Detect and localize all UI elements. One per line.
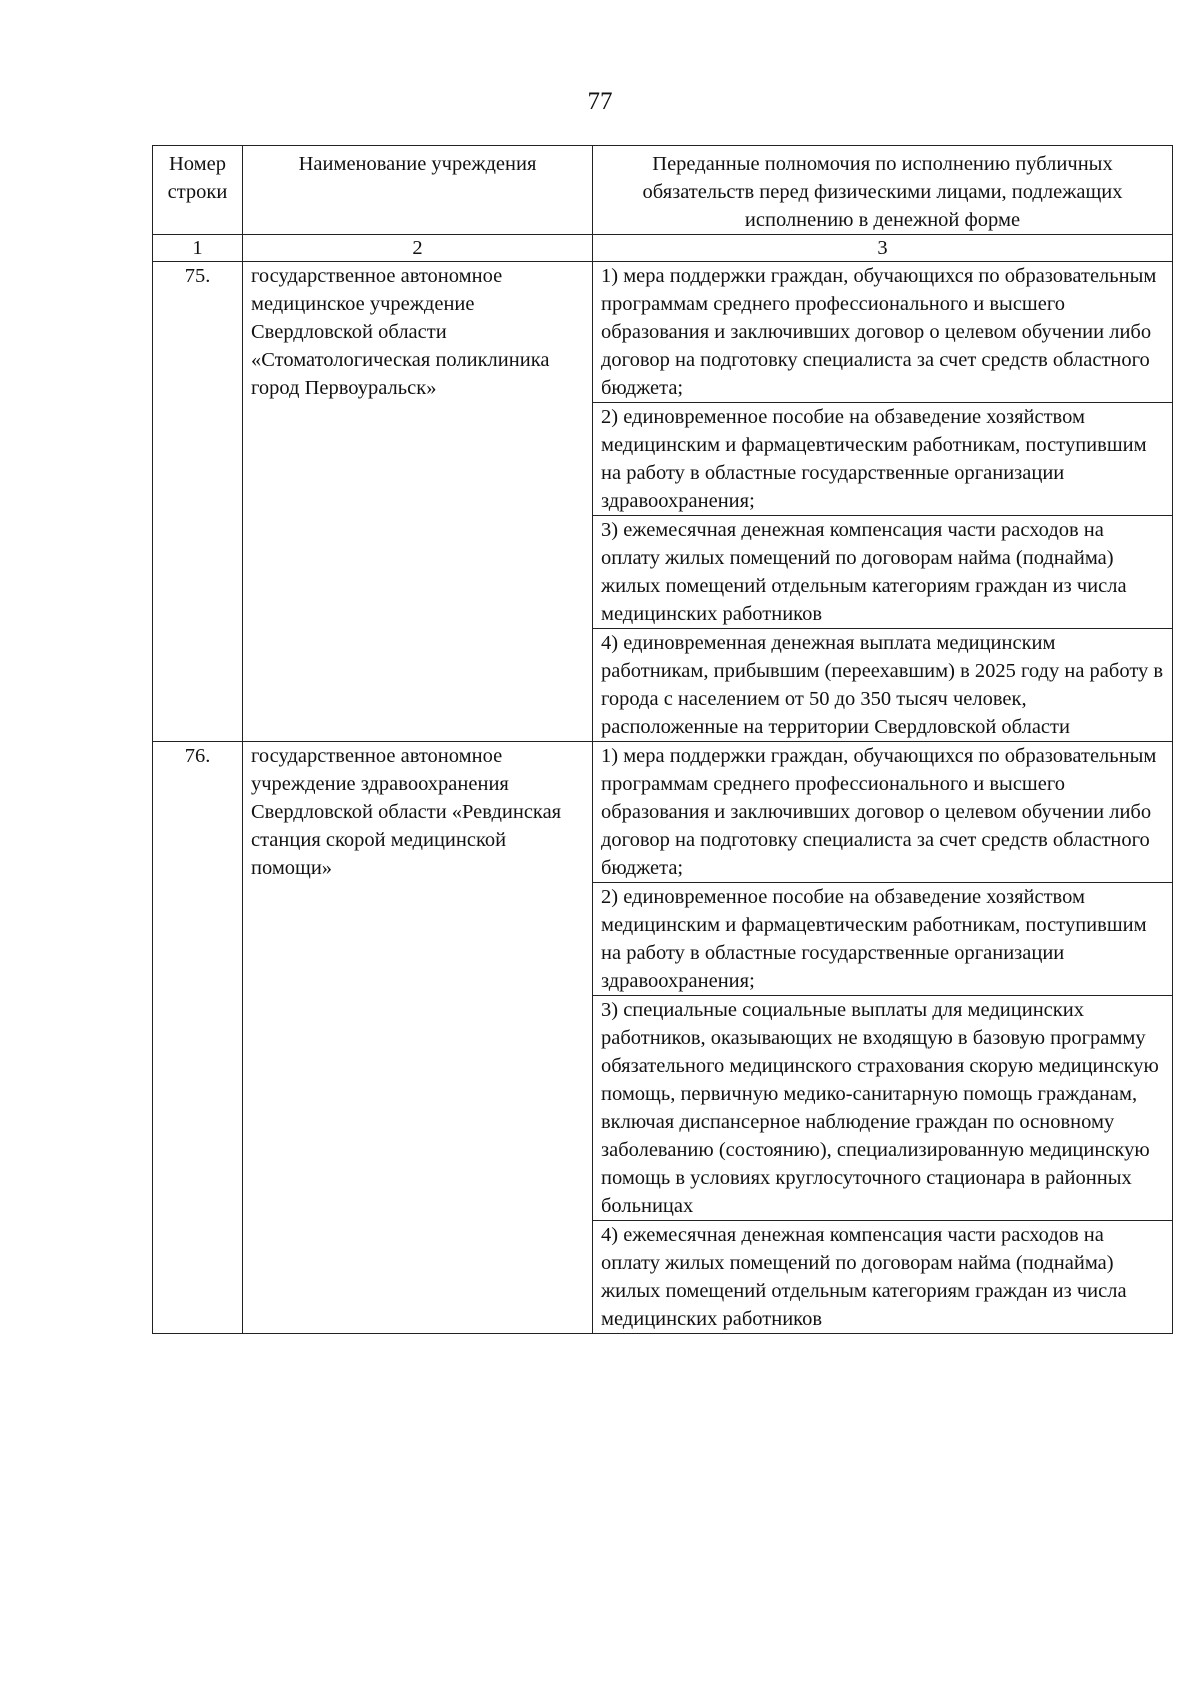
header-row-number: Номер строки	[153, 146, 243, 235]
authority-item: 1) мера поддержки граждан, обучающихся по образовательным программам среднего профессионального и высшего образования и заключивших договор о целевом обучении либо договор на подготовку специалиста за счет средств областного бюджета;	[593, 262, 1173, 403]
column-number-row	[153, 235, 1173, 262]
page-number: 77	[587, 88, 613, 115]
authority-item: 3) ежемесячная денежная компенсация части расходов на оплату жилых помещений по договорам найма (поднайма) жилых помещений отдельным категориям граждан из числа медицинских работников	[593, 516, 1173, 629]
authorities-table	[152, 145, 1173, 1334]
header-authorities: Переданные полномочия по исполнению публичных обязательств перед физическими лицами, подлежащих исполнению в денежной форме	[593, 146, 1173, 235]
column-number-2: 2	[243, 235, 593, 262]
authority-item: 1) мера поддержки граждан, обучающихся по образовательным программам среднего профессионального и высшего образования и заключивших договор о целевом обучении либо договор на подготовку специалиста за счет средств областного бюджета;	[593, 742, 1173, 883]
header-institution-name: Наименование учреждения	[243, 146, 593, 235]
authority-item: 3) специальные социальные выплаты для медицинских работников, оказывающих не входящую в базовую программу обязательного медицинского страхования скорую медицинскую помощь, первичную медико-санитарную помощь гражданам, включая диспансерное наблюдение граждан по основному заболеванию (состоянию), специализированную медицинскую помощь в условиях круглосуточного стационара в районных больницах	[593, 996, 1173, 1221]
institution-name: государственное автономное учреждение здравоохранения Свердловской области «Ревдинская станция скорой медицинской помощи»	[243, 742, 593, 1334]
column-number-3: 3	[593, 235, 1173, 262]
authority-item: 2) единовременное пособие на обзаведение хозяйством медицинским и фармацевтическим работникам, поступившим на работу в областные государственные организации здравоохранения;	[593, 883, 1173, 996]
row-number: 76.	[153, 742, 243, 1334]
authority-item: 4) единовременная денежная выплата медицинским работникам, прибывшим (переехавшим) в 2025 году на работу в города с населением от 50 до 350 тысяч человек, расположенные на территории Свердловской области	[593, 629, 1173, 742]
authority-item: 4) ежемесячная денежная компенсация части расходов на оплату жилых помещений по договорам найма (поднайма) жилых помещений отдельным категориям граждан из числа медицинских работников	[593, 1221, 1173, 1334]
table-header-row	[153, 146, 1173, 235]
column-number-1: 1	[153, 235, 243, 262]
institution-name: государственное автономное медицинское учреждение Свердловской области «Стоматологическая поликлиника город Первоуральск»	[243, 262, 593, 742]
row-number: 75.	[153, 262, 243, 742]
authority-item: 2) единовременное пособие на обзаведение хозяйством медицинским и фармацевтическим работникам, поступившим на работу в областные государственные организации здравоохранения;	[593, 403, 1173, 516]
table-row	[153, 742, 1173, 883]
table-row	[153, 262, 1173, 403]
